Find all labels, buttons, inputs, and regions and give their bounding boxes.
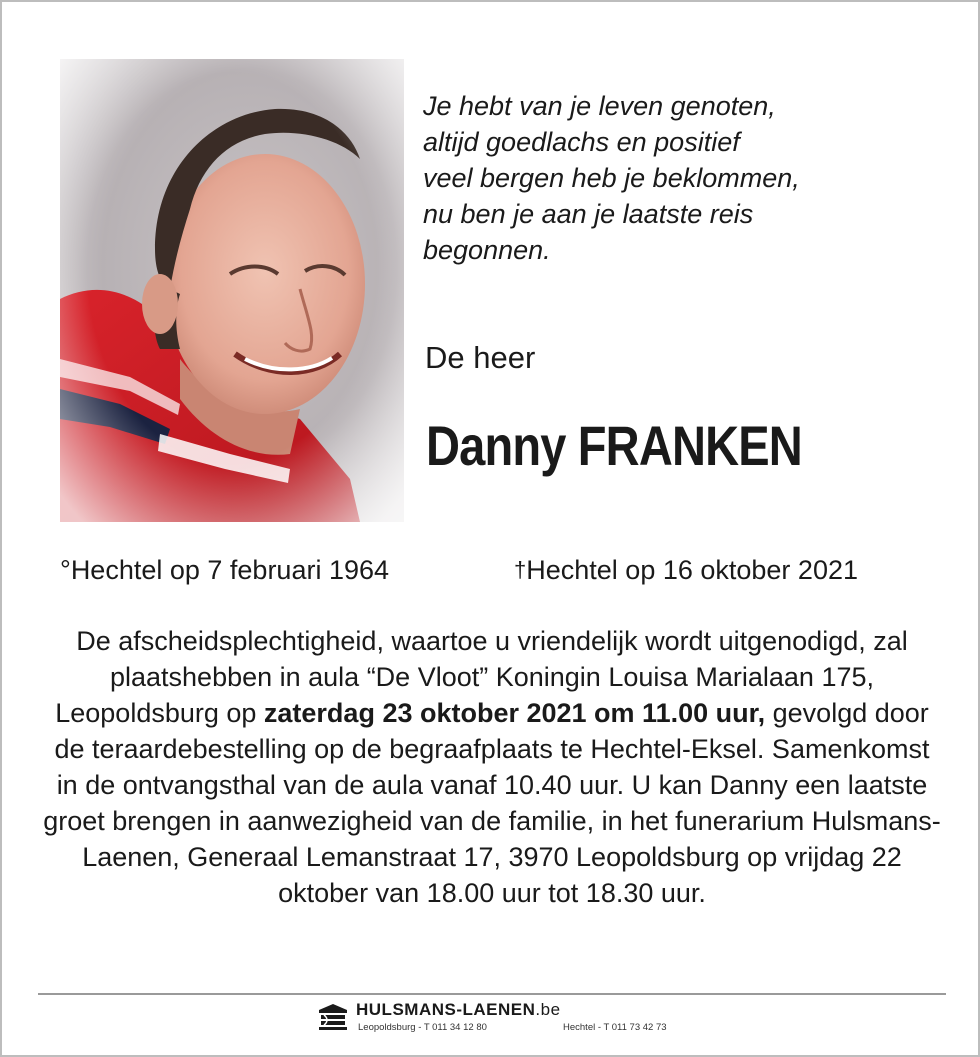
portrait-illustration [60, 59, 404, 522]
death-date [514, 550, 858, 592]
brand-text: HULSMANS-LAENEN [356, 1000, 536, 1019]
announcement-part2: gevolgd door de teraardebestelling op de begraafplaats te Hechtel-Eksel. Samenkomst in de ontvangsthal van de aula vanaf 10.40 uur. U kan Danny een laatste groet brengen in aanwezigheid van de familie, in het funerarium Hulsmans-Laenen, Generaal Lemanstraat 17, 3970 Leopoldsburg op vrijdag 22 oktober van 18.00 uur tot 18.30 uur. [43, 698, 941, 908]
birth-symbol: ° [60, 555, 71, 585]
poem-line: Je hebt van je leven genoten, [423, 91, 776, 121]
poem-line: veel bergen heb je beklommen, [423, 163, 800, 193]
birth-date [60, 550, 389, 590]
poem-line: begonnen. [423, 235, 551, 265]
announcement-date-bold: zaterdag 23 oktober 2021 om 11.00 uur, [263, 698, 766, 728]
announcement-part1: De afscheidsplechtigheid, waartoe u vriendelijk wordt uitgenodigd, zal plaatshebben in aula “De Vloot” Koningin Louisa Marialaan 175, Leopoldsburg op [55, 626, 908, 728]
poem-line: nu ben je aan je laatste reis [423, 199, 754, 229]
birth-text: Hechtel op 7 februari 1964 [70, 555, 390, 585]
death-text: Hechtel op 16 oktober 2021 [526, 555, 858, 585]
contact-hechtel: Hechtel - T 011 73 42 73 [563, 1022, 667, 1033]
contact-leopoldsburg: Leopoldsburg - T 011 34 12 80 [358, 1022, 487, 1033]
portrait-photo [60, 59, 404, 522]
ceremony-announcement [42, 623, 942, 911]
poem-line: altijd goedlachs en positief [423, 127, 740, 157]
salutation: De heer [425, 340, 536, 375]
memorial-poem [423, 88, 903, 268]
funeral-home-logo-icon [316, 1002, 350, 1032]
divider [38, 993, 946, 995]
funeral-home-footer [316, 1000, 676, 1040]
cross-icon: † [514, 557, 527, 582]
funeral-home-name [356, 1000, 561, 1020]
brand-tld: .be [535, 1000, 561, 1019]
deceased-name: Danny FRANKEN [426, 414, 802, 477]
